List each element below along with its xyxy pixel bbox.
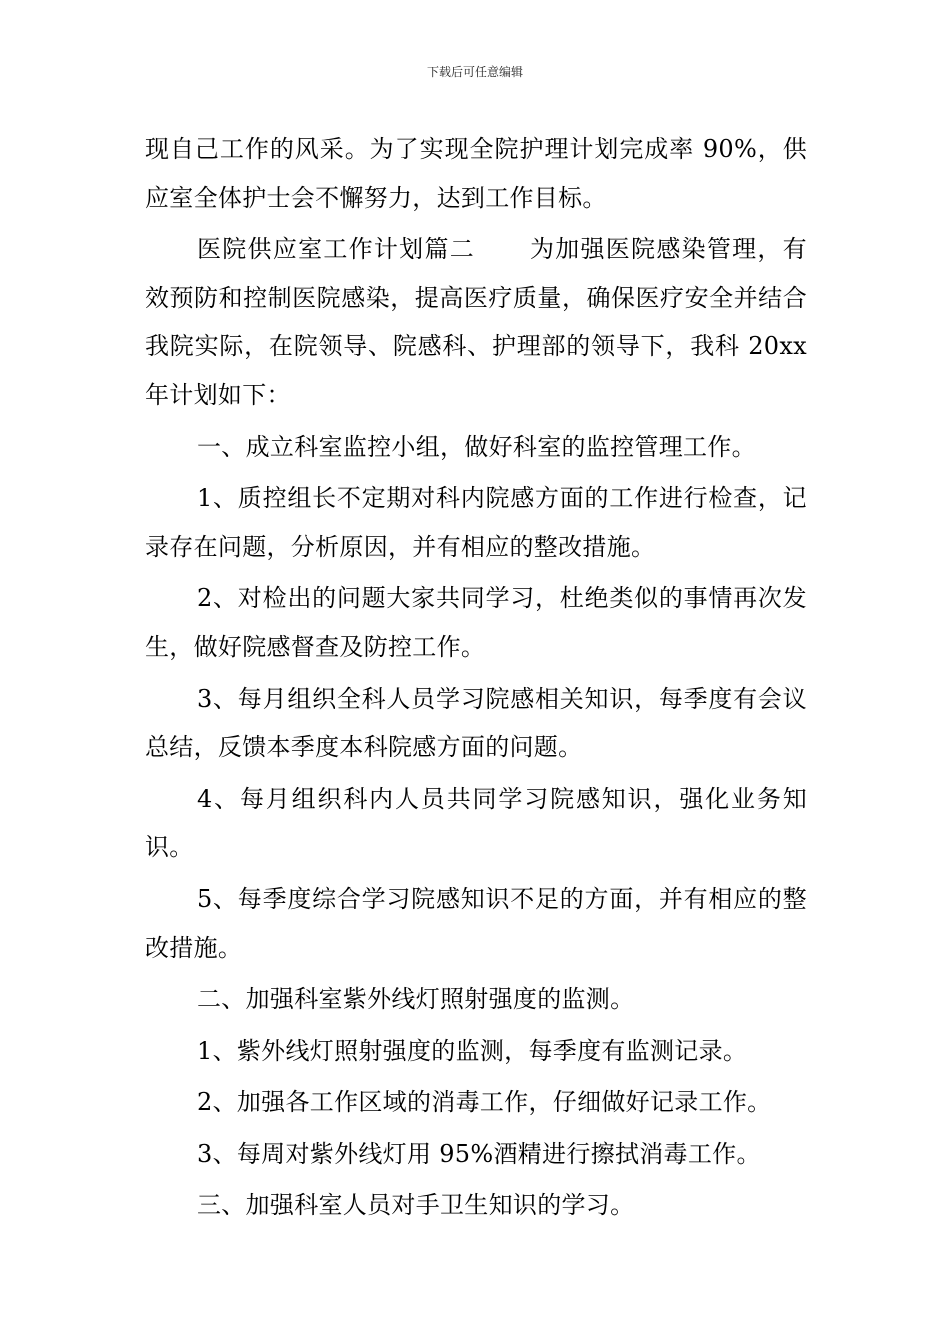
section-title: 医院供应室工作计划篇二 (197, 235, 475, 264)
heading-three: 三、加强科室人员对手卫生知识的学习。 (197, 1191, 635, 1220)
heading-one: 一、成立科室监控小组，做好科室的监控管理工作。 (197, 432, 756, 461)
list-item-1-5: 5、每季度综合学习院感知识不足的方面，并有相应的整改措施。 (145, 884, 807, 962)
list-item-1-1: 1、质控组长不定期对科内院感方面的工作进行检查，记录存在问题，分析原因，并有相应的整改措施。 (145, 484, 807, 561)
section-body: 为加强医院感染管理，有效预防和控制医院感染，提高医疗质量，确保医疗安全并结合我院实际，在院领导、院感科、护理部的领导下，我科 20xx 年计划如下： (145, 235, 807, 409)
list-item-2-1: 1、紫外线灯照射强度的监测，每季度有监测记录。 (197, 1036, 748, 1065)
page-header-note: 下载后可任意编辑 (426, 65, 523, 79)
heading-two: 二、加强科室紫外线灯照射强度的监测。 (197, 985, 635, 1014)
paragraph-intro: 现自己工作的风采。为了实现全院护理计划完成率 90%，供应室全体护士会不懈努力，达到工作目标。 (145, 135, 807, 212)
list-item-1-2: 2、对检出的问题大家共同学习，杜绝类似的事情再次发生，做好院感督查及防控工作。 (145, 584, 807, 661)
list-item-2-3: 3、每周对紫外线灯用 95%酒精进行擦拭消毒工作。 (197, 1139, 761, 1168)
list-item-2-2: 2、加强各工作区域的消毒工作，仔细做好记录工作。 (197, 1088, 772, 1117)
paragraph-section-two (145, 225, 807, 419)
list-item-1-3: 3、每月组织全科人员学习院感相关知识，每季度有会议总结，反馈本季度本科院感方面的问题。 (145, 684, 807, 762)
list-item-1-4: 4、每月组织科内人员共同学习院感知识，强化业务知识。 (145, 784, 807, 862)
document-body (145, 125, 807, 1233)
